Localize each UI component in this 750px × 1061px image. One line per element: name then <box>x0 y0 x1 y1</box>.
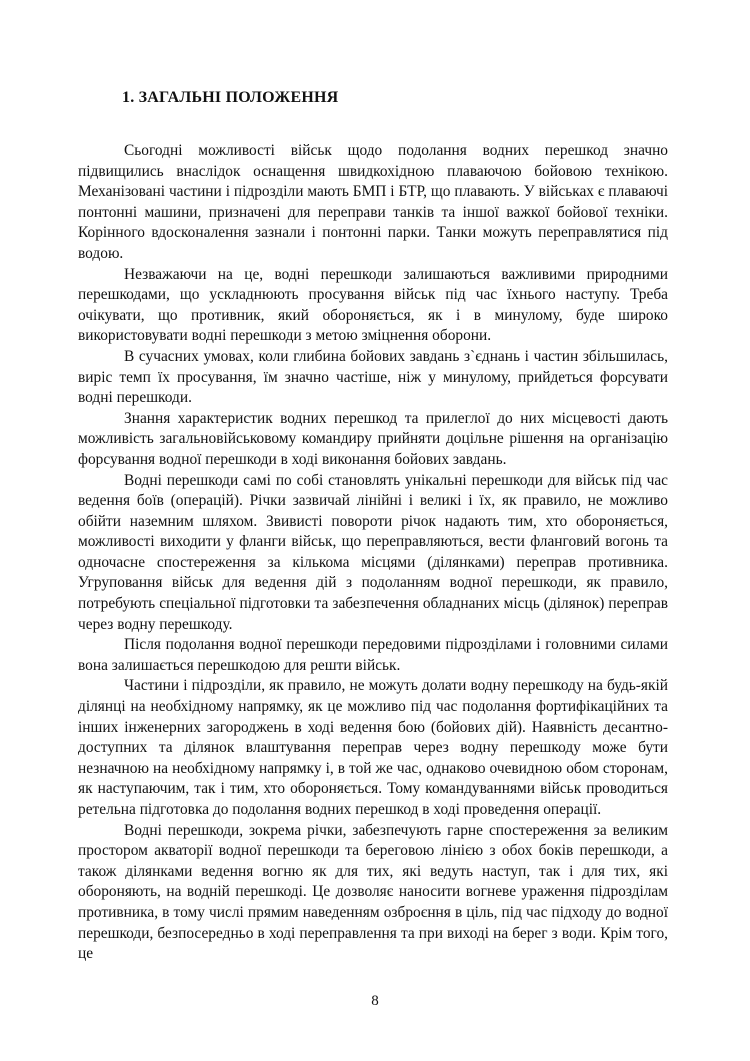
paragraph-6: Після подолання водної перешкоди передовими підрозділами і головними силами вона залишається перешкодою для решти військ. <box>78 636 668 674</box>
paragraph-2: Незважаючи на це, водні перешкоди залишаються важливими природними перешкодами, що ускладнюють просування військ під час їхнього наступу. Треба очікувати, що противник, який обороняється, як і в минулому, буде широко використовувати водні перешкоди з метою зміцнення оборони. <box>78 265 668 345</box>
page-number: 8 <box>371 993 379 1009</box>
paragraph-3: В сучасних умовах, коли глибина бойових завдань з`єднань і частин збільшилась, виріс темп їх просування, їм значно частіше, ніж у минулому, прийдеться форсувати водні перешкоди. <box>78 347 668 407</box>
section-heading: 1. ЗАГАЛЬНІ ПОЛОЖЕННЯ <box>122 89 339 106</box>
paragraph-7: Частини і підрозділи, як правило, не можуть долати водну перешкоду на будь-якій ділянці на необхідному напрямку, як це можливо під час подолання фортифікаційних та інших інженерних загороджень в ході ведення бою (бойових дій). Наявність десантно-доступних та ділянок влаштування переправ через водну перешкоду може бути незначною на необхідному напрямку і, в той же час, однаково очевидною обом сторонам, як наступаючим, так і тим, хто обороняється. Тому командуваннями військ проводиться ретельна підготовка до подолання водних перешкод в ході проведення операції. <box>78 677 668 818</box>
paragraph-4: Знання характеристик водних перешкод та прилеглої до них місцевості дають можливість загальновійськовому командиру прийняти доцільне рішення на організацію форсування водної перешкоди в ході виконання бойових завдань. <box>78 409 668 468</box>
body-text <box>78 141 668 965</box>
paragraph-1: Сьогодні можливості військ щодо подолання водних перешкод значно підвищились внаслідок оснащення швидкохідною плаваючою бойовою технікою. Механізовані частини і підрозділи мають БМП і БТР, що плавають. У військах є плаваючі понтонні машини, призначені для переправи танків та іншої важкої бойової техніки. Корінного вдосконалення зазнали і понтонні парки. Танки можуть переправлятися під водою. <box>78 142 668 262</box>
paragraph-8: Водні перешкоди, зокрема річки, забезпечують гарне спостереження за великим простором акваторії водної перешкоди та береговою лінією з обох боків перешкоди, а також ділянками ведення вогню як для тих, які ведуть наступ, так і для тих, які обороняють, на водній перешкоді. Це дозволяє наносити вогневе ураження підрозділам противника, в тому числі прямим наведенням озброєння в ціль, під час підходу до водної перешкоди, безпосередньо в ході переправлення та при виході на берег з води. Крім того, це <box>78 821 668 963</box>
paragraph-5: Водні перешкоди самі по собі становлять унікальні перешкоди для військ під час ведення боїв (операцій). Річки зазвичай лінійні і великі і їх, як правило, не можливо обійти наземним шляхом. Звивисті повороти річок надають тим, хто обороняється, можливості виходити у фланги військ, що переправляються, вести фланговий вогонь та одночасне спостереження за кількома місцями (ділянками) переправ противника. Угруповання військ для ведення дій з подоланням водної перешкоди, як правило, потребують спеціальної підготовки та забезпечення обладнаних місць (ділянок) переправ через водну перешкоду. <box>78 471 668 633</box>
